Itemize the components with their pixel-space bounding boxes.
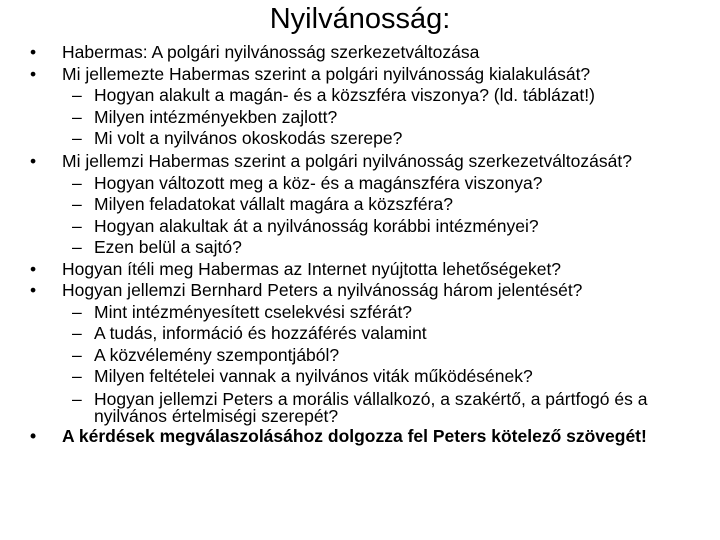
list-item [26, 280, 706, 302]
dash-icon: – [72, 194, 82, 214]
sub-list-item [26, 302, 706, 324]
bullet-icon: • [30, 150, 37, 171]
sub-list-item [26, 237, 706, 259]
sub-list-item [26, 128, 706, 150]
dash-icon: – [72, 106, 82, 127]
sub-list-item [26, 216, 706, 238]
sub-list-item-text: Mi volt a nyilvános okoskodás szerepe? [94, 128, 403, 148]
question-list [26, 42, 706, 445]
list-item [26, 150, 706, 171]
sub-list-item-text: A közvélemény szempontjából? [94, 344, 340, 365]
bullet-icon: • [30, 280, 37, 300]
sub-list-item-text: Hogyan változott meg a köz- és a magánszféra viszonya? [94, 172, 543, 193]
list-item-text: Hogyan ítéli meg Habermas az Internet nyújtotta lehetőségeket? [62, 258, 562, 279]
sub-list-item [26, 345, 706, 367]
list-item [26, 42, 706, 64]
sub-list-item-text: Mint intézményesített cselekvési szférát? [94, 301, 413, 322]
sub-list-item-text: Hogyan alakultak át a nyilvánosság korábbi intézményei? [94, 215, 539, 236]
sub-list-item [26, 388, 706, 426]
dash-icon: – [72, 128, 82, 148]
list-item-text: Mi jellemzi Habermas szerint a polgári nyilvánosság szerkezetváltozását? [62, 150, 632, 171]
sub-list-item-text: Ezen belül a sajtó? [94, 237, 242, 257]
dash-icon: – [72, 301, 82, 322]
bullet-icon: • [30, 42, 37, 62]
slide-title: Nyilvánosság: [269, 3, 451, 35]
sub-list-item [26, 173, 706, 195]
bullet-icon: • [30, 258, 37, 279]
dash-icon: – [72, 215, 82, 236]
dash-icon: – [72, 85, 82, 105]
dash-icon: – [72, 323, 82, 343]
list-item-text: A kérdések megválaszolásához dolgozza fel Peters kötelező szövegét! [62, 425, 647, 446]
list-item [26, 64, 706, 86]
sub-list-item-text: Hogyan alakult a magán- és a közszféra viszonya? (ld. táblázat!) [94, 85, 595, 105]
list-item-text: Hogyan jellemzi Bernhard Peters a nyilvánosság három jelentését? [62, 280, 583, 300]
sub-list-item-text: Hogyan jellemzi Peters a morális vállalkozó, a szakértő, a pártfogó és a nyilvános értelmiségi szerepét? [94, 388, 648, 426]
bullet-icon: • [30, 425, 37, 446]
dash-icon: – [72, 344, 82, 365]
sub-list-item-text: Milyen feltételei vannak a nyilvános viták működésének? [94, 366, 533, 386]
list-item [26, 259, 706, 281]
dash-icon: – [72, 237, 82, 257]
dash-icon: – [72, 388, 82, 409]
bullet-icon: • [30, 63, 37, 84]
sub-list-item-text: Milyen intézményekben zajlott? [94, 106, 338, 127]
sub-list-item-text: A tudás, információ és hozzáférés valamint [94, 323, 427, 343]
sub-list-item-text: Milyen feladatokat vállalt magára a közszféra? [94, 194, 453, 214]
sub-list-item [26, 85, 706, 107]
list-item-text: Mi jellemezte Habermas szerint a polgári nyilvánosság kialakulását? [62, 63, 591, 84]
dash-icon: – [72, 172, 82, 193]
list-item-text: Habermas: A polgári nyilvánosság szerkezetváltozása [62, 42, 480, 62]
sub-list-item [26, 366, 706, 388]
sub-list-item [26, 323, 706, 345]
list-item-instruction [26, 425, 706, 446]
sub-list-item [26, 194, 706, 216]
sub-list-item [26, 107, 706, 129]
dash-icon: – [72, 366, 82, 386]
